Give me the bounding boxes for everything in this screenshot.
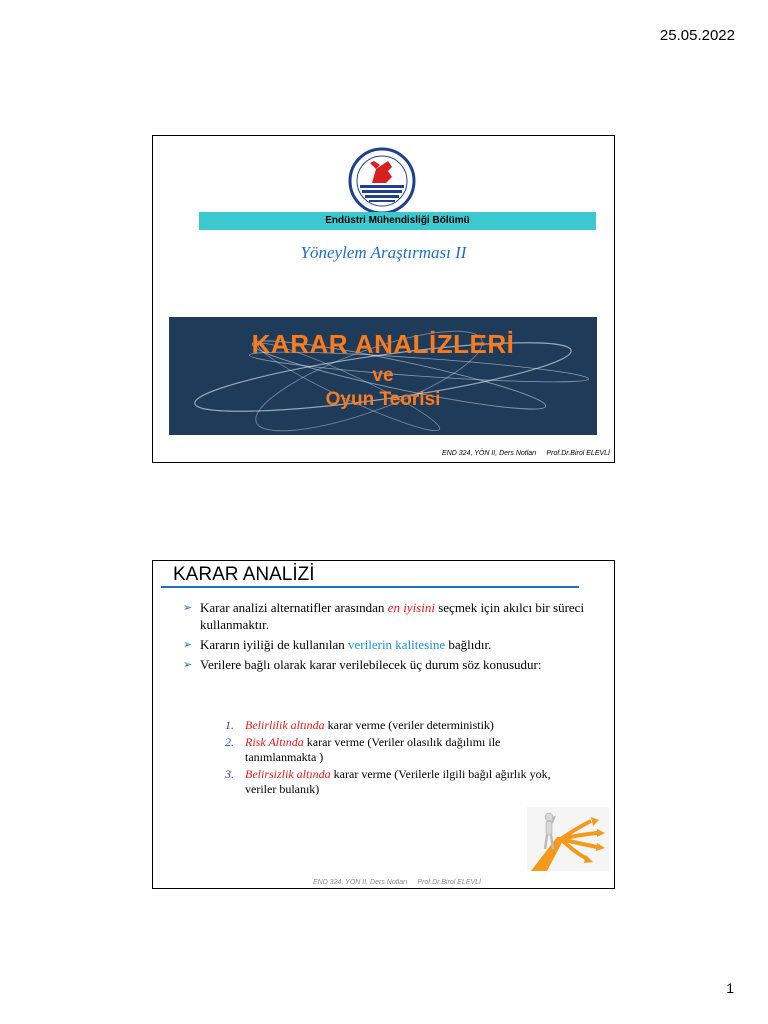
footer-course: END 324, YÖN II, Ders Notları xyxy=(313,879,408,886)
department-bar: Endüstri Mühendisliği Bölümü xyxy=(199,212,596,230)
list-item: 3. Belirsizlik altında karar verme (Verilerle ilgili bağıl ağırlık yok, veriler bulanık) xyxy=(225,767,551,796)
arrow-bullet-icon: ➢ xyxy=(183,638,193,651)
course-title: Yöneylem Araştırması II xyxy=(300,243,467,262)
list-item: ➢ Kararın iyiliği de kullanılan verilerin kalitesine bağlıdır. xyxy=(183,637,492,652)
list-item: ➢ Verilere bağlı olarak karar verilebilecek üç durum söz konusudur: xyxy=(183,657,542,672)
banner-conjunction: ve xyxy=(372,365,394,386)
title-slide xyxy=(152,135,615,463)
slide-footer xyxy=(303,879,481,886)
university-logo-icon xyxy=(348,147,416,215)
footer-author: Prof.Dr.Birol ELEVLİ xyxy=(417,879,481,886)
slide-footer xyxy=(432,450,610,457)
list-item: 2. Risk Altında karar verme (Veriler olasılık dağılımı ile tanımlanmakta ) xyxy=(225,735,501,764)
arrow-bullet-icon: ➢ xyxy=(183,601,193,614)
list-item: 1. Belirlilik altında karar verme (veriler deterministik) xyxy=(225,718,494,732)
decision-arrows-illustration-icon xyxy=(527,807,609,871)
bullet-list xyxy=(183,599,608,676)
list-item: ➢ Karar analizi alternatifler arasından en iyisini seçmek için akılcı bir süreci kullanmaktır. xyxy=(183,600,585,632)
arrow-bullet-icon: ➢ xyxy=(183,658,193,671)
slide-title: KARAR ANALİZİ xyxy=(173,564,315,585)
banner-title: KARAR ANALİZLERİ xyxy=(251,329,515,359)
page-number: 1 xyxy=(726,980,734,996)
title-banner xyxy=(169,317,597,435)
footer-course: END 324, YÖN II, Ders Notları xyxy=(442,450,537,457)
content-slide xyxy=(152,560,615,889)
numbered-list xyxy=(225,718,565,799)
footer-author: Prof.Dr.Birol ELEVLİ xyxy=(546,450,610,457)
title-underline xyxy=(161,586,579,588)
print-date: 25.05.2022 xyxy=(659,27,735,44)
banner-subtitle: Oyun Teorisi xyxy=(325,389,441,410)
